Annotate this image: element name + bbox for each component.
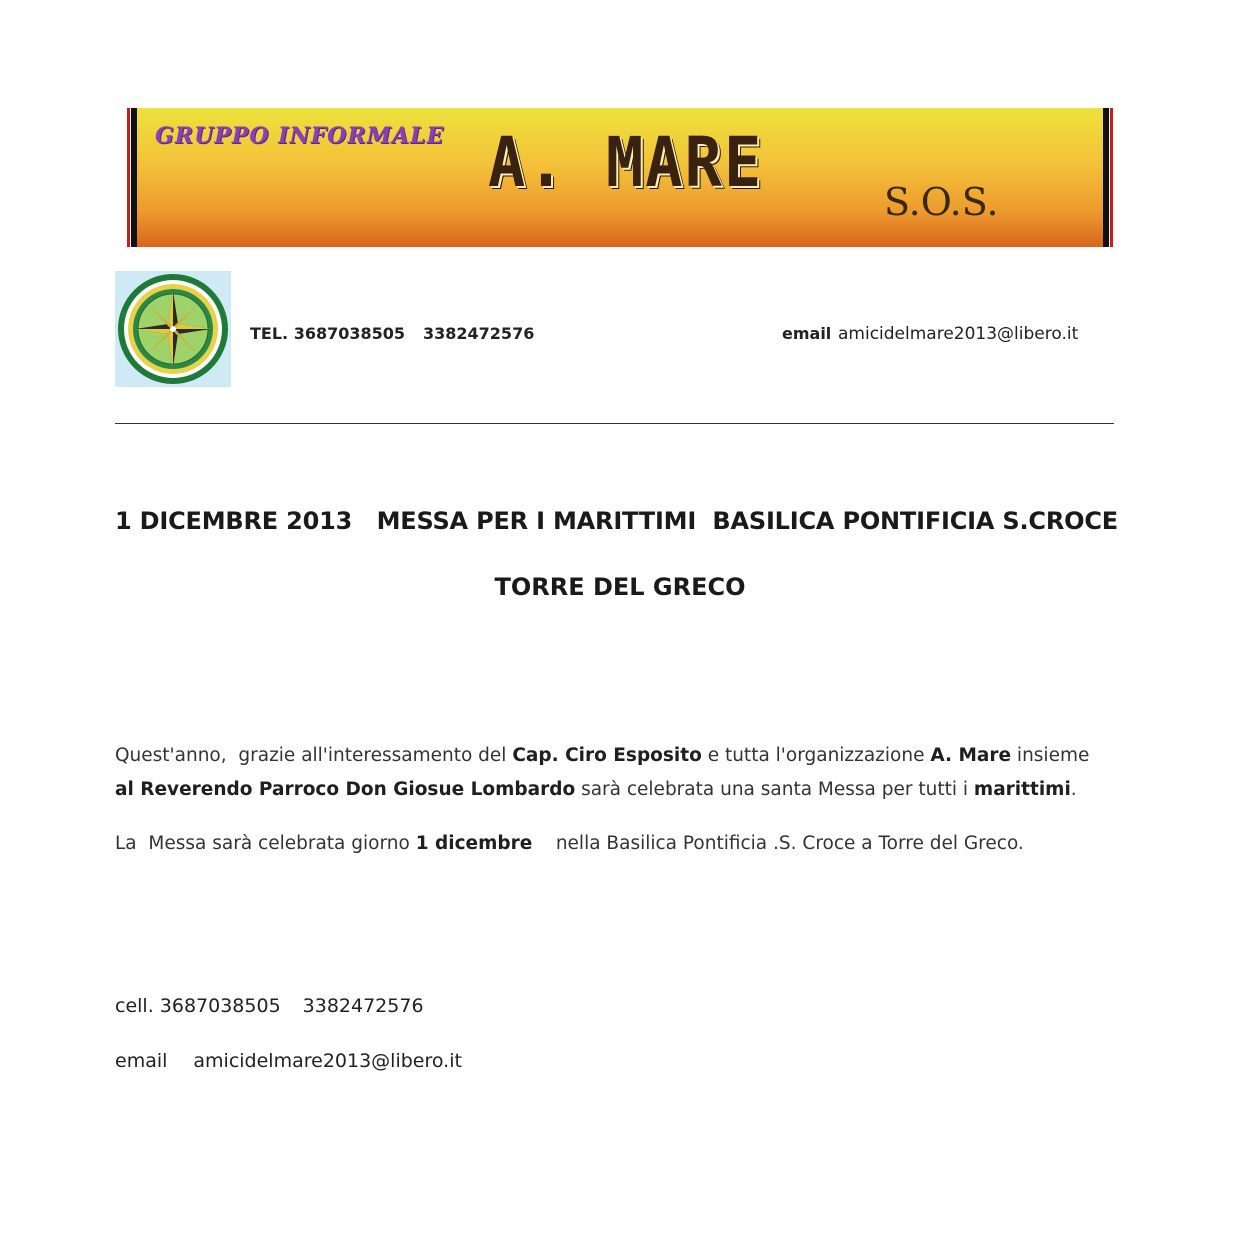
- p1-bold-marittimi: marittimi: [973, 779, 1071, 800]
- p2-bold-date: 1 dicembre: [415, 833, 533, 854]
- p1-bold-parroco: al Reverendo Parroco Don Giosue Lombardo: [115, 779, 576, 800]
- footer-cell-second: 3382472576: [302, 995, 424, 1017]
- p1-bold-captain: Cap. Ciro Esposito: [512, 745, 702, 766]
- footer-email: [115, 1050, 462, 1072]
- p1-bold-org: A. Mare: [930, 745, 1012, 766]
- body-paragraph-2: [115, 827, 1125, 861]
- banner-sos: S.O.S.: [884, 180, 999, 224]
- body-paragraph-1: [115, 739, 1125, 807]
- footer-cell: [115, 995, 424, 1017]
- banner-title: A. MARE: [488, 122, 764, 203]
- footer-cell-label: cell. 3687038505: [115, 995, 281, 1017]
- p1-text-i: .: [1070, 779, 1077, 800]
- p1-text-c: e tutta l'organizzazione: [701, 745, 931, 766]
- compass-rose-icon: [115, 271, 231, 387]
- headline-line-2: TORRE DEL GRECO: [494, 573, 746, 601]
- p2-text-a: La Messa sarà celebrata giorno: [115, 833, 416, 854]
- banner-subtitle: GRUPPO INFORMALE: [155, 123, 445, 149]
- p1-text-e: insieme: [1011, 745, 1090, 766]
- headline-line-1: 1 DICEMBRE 2013 MESSA PER I MARITTIMI BASILICA PONTIFICIA S.CROCE: [115, 507, 1118, 535]
- footer-email-label: email: [115, 1050, 168, 1072]
- header-email-label: email: [782, 324, 832, 343]
- header-email-link[interactable]: amicidelmare2013@libero.it: [838, 324, 1079, 344]
- header-phone-second: 3382472576: [423, 324, 535, 343]
- p1-text-a: Quest'anno, grazie all'interessamento del: [115, 745, 513, 766]
- p1-text-g: sarà celebrata una santa Messa per tutti i: [575, 779, 974, 800]
- footer-email-link[interactable]: amicidelmare2013@libero.it: [193, 1050, 462, 1072]
- header-phone: TEL. 3687038505: [250, 324, 406, 343]
- p2-text-c: nella Basilica Pontificia .S. Croce a Torre del Greco.: [532, 833, 1024, 854]
- divider-line: [115, 423, 1114, 424]
